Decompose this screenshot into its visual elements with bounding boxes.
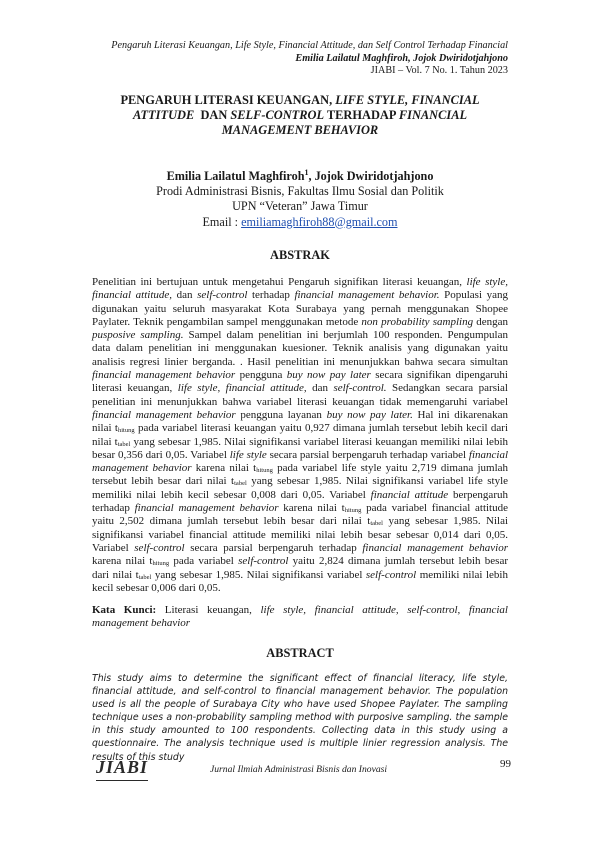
email-label: Email : <box>202 214 242 229</box>
text-run: yang sebesar 1,985. Nilai signifikansi variabel life style memiliki nilai lebih kecil sebesar 0,008 dari 0,05. Variabel <box>92 475 509 501</box>
affiliation-line: Prodi Administrasi Bisnis, Fakultas Ilmu Sosial dan Politik <box>156 184 444 199</box>
keywords <box>92 604 508 631</box>
title-part: FINANCIAL <box>398 108 468 123</box>
text-run: financial management behavior <box>92 408 236 421</box>
subscript: hitung <box>344 507 362 515</box>
page-number: 99 <box>500 758 511 770</box>
abstrak-text <box>92 276 508 595</box>
author-names: Emilia Lailatul Maghfiroh <box>166 169 305 184</box>
abstract-text: This study aims to determine the significant effect of financial literacy, life style, financial attitude, and self-control to financial management behavior. The population used is all the people of Surabaya City who have used Shopee Paylater. The sampling technique uses a non-probability sampling method with purposive sampling. the sample in this study amounted to 100 respondents. Collecting data in this study using a questionnaire. The analysis technique used is multiple linier regression analysis. The results of this study <box>92 673 508 763</box>
title-part: SELF-CONTROL <box>230 108 325 123</box>
running-header-volume: JIABI – Vol. 7 No. 1. Tahun 2023 <box>370 65 508 77</box>
text-run: self-control <box>134 541 185 554</box>
subscript: hitung <box>256 467 273 475</box>
affiliation-line: UPN “Veteran” Jawa Timur <box>232 199 368 214</box>
text-run: secara signifikan dipengaruhi literasi keuangan, <box>92 369 508 395</box>
text-run: pada variabel financial attitude yaitu 2,502 dimana jumlah tersebut lebih besar dari nilai t <box>92 502 508 528</box>
subscript: tabel <box>370 520 383 528</box>
text-run: dengan <box>473 315 509 328</box>
text-run: karena nilai t <box>191 462 257 475</box>
text-run: buy now pay later. <box>326 408 413 421</box>
abstract-heading: ABSTRACT <box>266 646 334 660</box>
title-part: DAN <box>194 108 231 123</box>
text-run: dan <box>306 382 334 395</box>
running-header-title: Pengaruh Literasi Keuangan, Life Style, Financial Attitude, dan Self Control Terhadap Financial <box>111 40 508 51</box>
text-run: buy now pay later <box>286 369 371 382</box>
abstrak-heading: ABSTRAK <box>270 248 330 262</box>
text-run: Sampel dalam penelitian ini berjumlah 100 responden. Pengumpulan data dalam penelitian ini menggunakan kuesioner. Teknik analisis yang digunakan yaitu analisis regresi linier berganda. . Hasil penelitian ini menunjukkan bahwa secara simultan <box>92 329 508 368</box>
text-run: life style, financial attitude, <box>92 276 508 302</box>
subscript: tabel <box>138 573 152 581</box>
running-header-authors: Emilia Lailatul Maghfiroh, Jojok Dwiridotjahjono <box>295 52 508 64</box>
text-run: self-control <box>197 289 248 302</box>
author-names-2: , Jojok Dwiridotjahjono <box>308 169 434 184</box>
title-part: MANAGEMENT BEHAVIOR <box>221 123 379 138</box>
text-run: secara parsial berpengaruh terhadap <box>184 541 363 554</box>
author-block <box>92 165 508 230</box>
text-run: yaitu 2,824 dimana jumlah tersebut lebih besar dari nilai t <box>92 555 508 581</box>
text-run: yang sebesar 1,985. Nilai signifikansi variabel financial attitude memiliki nilai lebih besar sebesar 0,014 dari 0,05. Variabel <box>92 515 509 554</box>
text-run: pengguna <box>235 369 287 382</box>
paper-title <box>92 93 508 139</box>
text-run: Literasi keuangan, <box>156 604 261 616</box>
running-header <box>88 40 508 78</box>
text-run: life style, financial attitude, <box>177 382 307 395</box>
text-run: dan <box>172 289 198 302</box>
text-run: berpengaruh terhadap <box>92 488 508 515</box>
text-run: pusposive sampling. <box>92 329 184 342</box>
title-part: PENGARUH LITERASI KEUANGAN, <box>120 93 336 107</box>
text-run: pada variabel life style yaitu 2,719 dimana jumlah tersebut lebih besar dari nilai t <box>92 462 509 488</box>
text-run: self-control <box>238 555 289 568</box>
text-run: Sedangkan secara parsial penelitian ini menunjukkan bahwa variabel literasi keuangan tidak memengaruhi variabel <box>92 382 508 408</box>
email-link[interactable]: emiliamaghfiroh88@gmail.com <box>241 214 398 229</box>
subscript: hitung <box>152 560 170 568</box>
footer-journal-name: Jurnal Ilmiah Administrasi Bisnis dan Inovasi <box>210 764 388 775</box>
text-run: financial management behavior <box>92 448 508 475</box>
subscript: tabel <box>234 480 247 488</box>
text-run: yang sebesar 1,985. Nilai signifikansi variabel literasi keuangan memiliki nilai lebih besar 0,356 dari 0,05. Variabel <box>92 435 508 461</box>
text-run: self-control. <box>333 382 387 395</box>
keywords-label: Kata Kunci: <box>92 604 157 616</box>
title-part: LIFE STYLE, FINANCIAL <box>335 93 480 107</box>
title-part: TERHADAP <box>324 108 399 123</box>
text-run: financial management behavior <box>134 502 279 515</box>
author-affiliation-mark: 1 <box>304 168 309 177</box>
subscript: tabel <box>117 440 131 448</box>
text-run: karena nilai t <box>92 555 153 568</box>
text-run: self-control <box>365 568 417 581</box>
text-run: yang sebesar 1,985. Nilai signifikansi variabel <box>151 568 366 581</box>
text-run: life style, financial attitude, self-control, financial management behavior <box>92 604 508 630</box>
title-part: ATTITUDE <box>132 108 195 123</box>
text-run: Hal ini dikarenakan nilai t <box>92 408 509 435</box>
text-run: pengguna layanan <box>235 408 327 421</box>
text-run: terhadap <box>247 289 295 302</box>
text-run: pada variabel <box>169 555 239 568</box>
text-run: Penelitian ini bertujuan untuk mengetahui Pengaruh signifikan literasi keuangan, <box>92 276 467 288</box>
journal-logo: JIABI <box>96 757 149 777</box>
text-run: Populasi yang digunakan yaitu seluruh masyarakat Kota Surabaya yang pernah menggunakan Shopee Paylater. Teknik pengambilan sampel menggunakan metode <box>92 289 508 328</box>
text-run: non probability sampling <box>361 315 474 328</box>
text-run: financial management behavior <box>92 369 236 382</box>
text-run: life style <box>229 448 267 461</box>
text-run: memiliki nilai lebih kecil sebesar 0,006 dari 0,05. <box>92 568 508 594</box>
text-run: pada variabel literasi keuangan yaitu 0,927 dimana jumlah tersebut lebih kecil dari nilai t <box>92 422 509 448</box>
text-run: financial management behavior <box>362 541 509 554</box>
text-run: karena nilai t <box>278 502 345 515</box>
text-run: secara parsial berpengaruh terhadap variabel <box>266 448 469 461</box>
subscript: hitung <box>117 427 135 435</box>
text-run: financial management behavior. <box>294 289 440 302</box>
text-run: financial attitude <box>370 488 449 501</box>
